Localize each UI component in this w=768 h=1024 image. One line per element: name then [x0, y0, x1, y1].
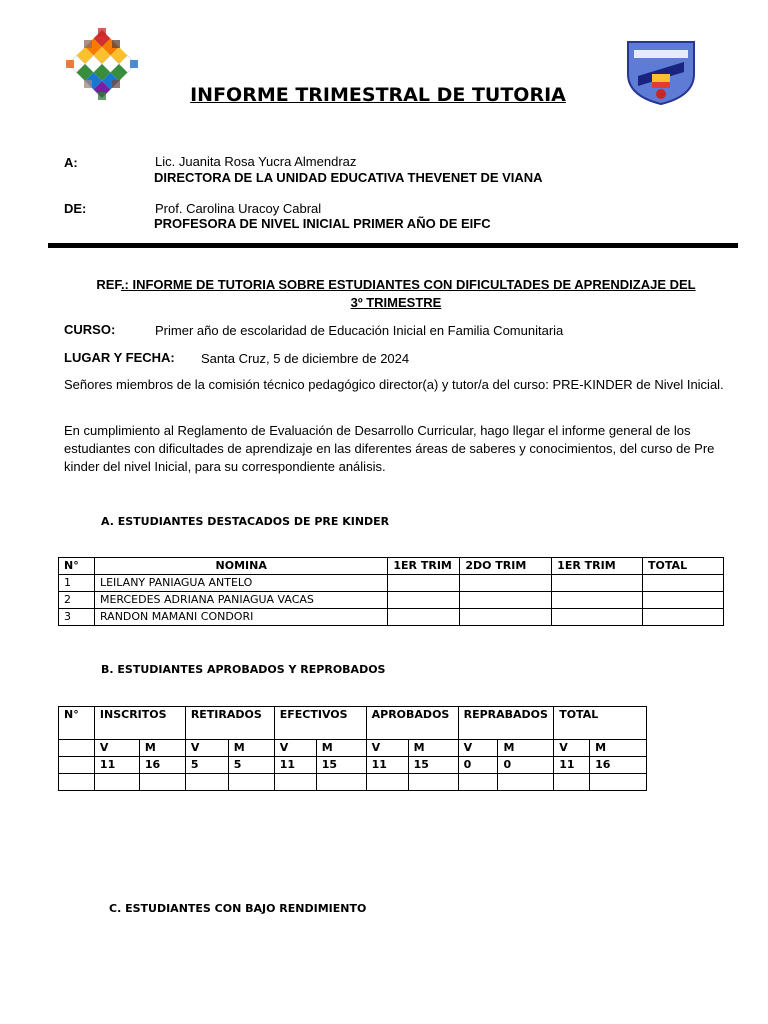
cell: 15 [408, 757, 458, 774]
cell: 11 [366, 757, 408, 774]
cell: M [408, 740, 458, 757]
cell: 1 [59, 575, 95, 592]
header-cell: NOMINA [94, 558, 387, 575]
header-cell: TOTAL [643, 558, 724, 575]
section-b-heading: B. ESTUDIANTES APROBADOS Y REPROBADOS [101, 663, 386, 676]
cell [59, 757, 95, 774]
cell: LEILANY PANIAGUA ANTELO [94, 575, 387, 592]
reference [60, 276, 732, 312]
cell: 3 [59, 609, 95, 626]
cell [552, 592, 643, 609]
curso-label: CURSO: [64, 322, 116, 337]
cell: V [94, 740, 139, 757]
table-row [59, 592, 724, 609]
curso-value: Primer año de escolaridad de Educación Inicial en Familia Comunitaria [155, 323, 564, 338]
table-subheader-row [59, 740, 647, 757]
cell: V [274, 740, 316, 757]
ref-line2: 3º TRIMESTRE [350, 295, 442, 310]
cell: M [316, 740, 366, 757]
lugar-value: Santa Cruz, 5 de diciembre de 2024 [201, 351, 410, 366]
header-cell: TOTAL [554, 707, 647, 740]
cell: 5 [185, 757, 228, 774]
cell [460, 609, 552, 626]
cell: V [366, 740, 408, 757]
ref-text: .: INFORME DE TUTORIA SOBRE ESTUDIANTES CON DIFICULTADES DE APRENDIZAJE DEL [120, 277, 696, 292]
cell [388, 609, 460, 626]
cell [460, 592, 552, 609]
cell [552, 575, 643, 592]
from-role: PROFESORA DE NIVEL INICIAL PRIMER AÑO DE EIFC [154, 216, 491, 231]
cell: M [590, 740, 647, 757]
to-label: A: [64, 155, 78, 170]
cell: 16 [139, 757, 185, 774]
table-row [59, 575, 724, 592]
section-c-heading: C. ESTUDIANTES CON BAJO RENDIMIENTO [109, 902, 367, 915]
table-header-row [59, 707, 647, 740]
header-cell: EFECTIVOS [274, 707, 366, 740]
cell [643, 575, 724, 592]
paragraph-intro: Señores miembros de la comisión técnico pedagógico director(a) y tutor/a del curso: PRE-KINDER de Nivel Inicial. [64, 377, 724, 392]
header-cell: N° [59, 707, 95, 740]
table-row [59, 757, 647, 774]
cell: 11 [94, 757, 139, 774]
cell [643, 609, 724, 626]
cell: 11 [554, 757, 590, 774]
header-divider [48, 243, 738, 248]
header-cell: 1ER TRIM [388, 558, 460, 575]
header-cell: APROBADOS [366, 707, 458, 740]
cell: MERCEDES ADRIANA PANIAGUA VACAS [94, 592, 387, 609]
cell: V [458, 740, 498, 757]
cell: V [554, 740, 590, 757]
cell [59, 740, 95, 757]
table-row [59, 609, 724, 626]
header-cell: REPRABADOS [458, 707, 554, 740]
cell: 16 [590, 757, 647, 774]
header-cell: 1ER TRIM [552, 558, 643, 575]
header-cell: 2DO TRIM [460, 558, 552, 575]
table-destacados [58, 557, 724, 626]
to-name: Lic. Juanita Rosa Yucra Almendraz [155, 154, 357, 169]
lugar-label: LUGAR Y FECHA: [64, 350, 175, 365]
to-role: DIRECTORA DE LA UNIDAD EDUCATIVA THEVENET DE VIANA [154, 170, 543, 185]
cell [460, 575, 552, 592]
header-cell: RETIRADOS [185, 707, 274, 740]
from-name: Prof. Carolina Uracoy Cabral [155, 201, 322, 216]
paragraph-body: En cumplimiento al Reglamento de Evaluación de Desarrollo Curricular, hago llegar el informe general de los estudiantes con dificultades de aprendizaje en las diferentes áreas de saberes y conocimientos, del curso de Pre kinder del nivel Inicial, para su correspondiente análisis. [64, 423, 715, 474]
header-cell: INSCRITOS [94, 707, 185, 740]
cell: 2 [59, 592, 95, 609]
cell [552, 609, 643, 626]
document-title: INFORME TRIMESTRAL DE TUTORIA [190, 84, 566, 106]
cell: 0 [458, 757, 498, 774]
from-label: DE: [64, 201, 87, 216]
cell: 5 [228, 757, 274, 774]
cell: M [139, 740, 185, 757]
cell: V [185, 740, 228, 757]
cell: M [498, 740, 554, 757]
table-row-empty [59, 774, 647, 791]
cell: 15 [316, 757, 366, 774]
cell: 11 [274, 757, 316, 774]
cell: M [228, 740, 274, 757]
ref-prefix: REF [96, 277, 121, 292]
cell [643, 592, 724, 609]
header-cell: N° [59, 558, 95, 575]
table-aprobados-reprobados [58, 706, 647, 791]
section-a-heading: A. ESTUDIANTES DESTACADOS DE PRE KINDER [101, 515, 390, 528]
cell [388, 575, 460, 592]
cell [388, 592, 460, 609]
cell: RANDON MAMANI CONDORI [94, 609, 387, 626]
table-header-row [59, 558, 724, 575]
cell: 0 [498, 757, 554, 774]
